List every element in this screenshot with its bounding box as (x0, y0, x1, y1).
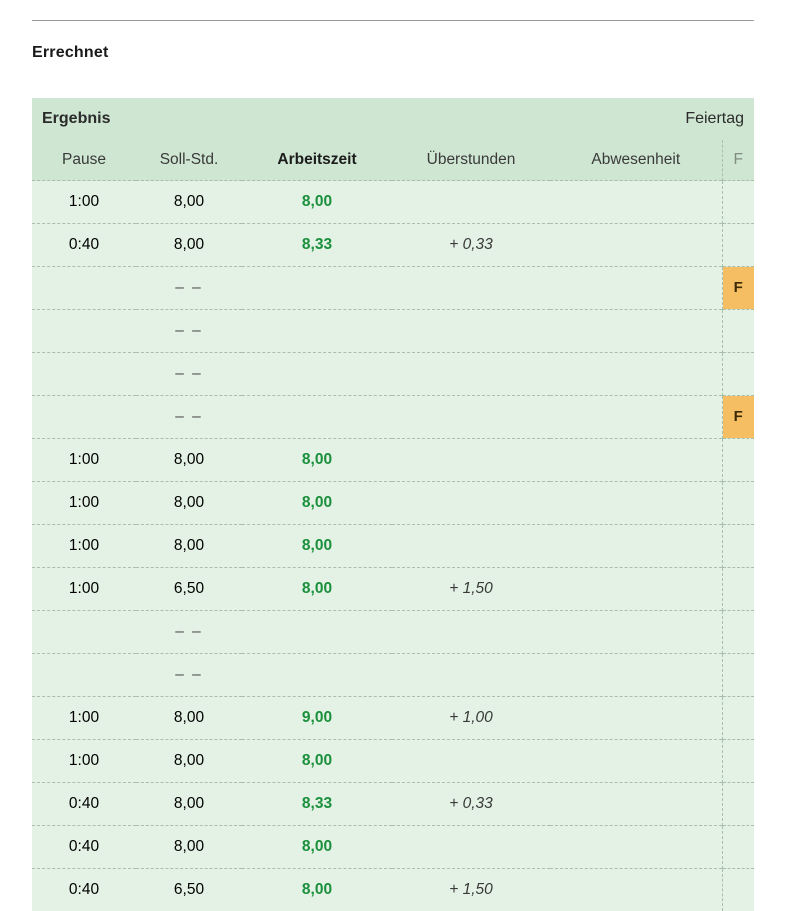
holiday-empty (723, 783, 755, 825)
cell-feiertag (722, 654, 754, 697)
table-row (32, 482, 754, 525)
table-row (32, 783, 754, 826)
cell-pause (32, 654, 136, 697)
table-row (32, 697, 754, 740)
cell-feiertag (722, 353, 754, 396)
table-row (32, 353, 754, 396)
cell-abwesenheit (550, 826, 722, 869)
holiday-empty (723, 826, 755, 868)
holiday-empty (723, 611, 755, 653)
cell-abwesenheit (550, 353, 722, 396)
cell-ueberstunden: + 1,50 (392, 568, 550, 611)
cell-abwesenheit (550, 783, 722, 826)
table-header-row (32, 140, 754, 181)
cell-feiertag (722, 482, 754, 525)
cell-ueberstunden (392, 525, 550, 568)
cell-pause (32, 353, 136, 396)
cell-abwesenheit (550, 611, 722, 654)
cell-soll: – – (136, 396, 242, 439)
page-title: Errechnet (32, 44, 109, 62)
cell-feiertag (722, 439, 754, 482)
cell-pause: 1:00 (32, 181, 136, 224)
cell-soll: 6,50 (136, 869, 242, 911)
cell-feiertag (722, 181, 754, 224)
table-row (32, 568, 754, 611)
table-row (32, 181, 754, 224)
cell-pause (32, 396, 136, 439)
cell-abwesenheit (550, 224, 722, 267)
cell-arbeitszeit: 8,00 (242, 568, 392, 611)
cell-ueberstunden: + 0,33 (392, 783, 550, 826)
cell-arbeitszeit: 8,00 (242, 869, 392, 911)
cell-arbeitszeit (242, 611, 392, 654)
cell-pause: 0:40 (32, 783, 136, 826)
holiday-empty (723, 740, 755, 782)
holiday-badge: F (723, 267, 755, 309)
cell-feiertag (722, 740, 754, 783)
cell-ueberstunden (392, 826, 550, 869)
cell-abwesenheit (550, 525, 722, 568)
cell-arbeitszeit: 8,00 (242, 740, 392, 783)
table-row (32, 224, 754, 267)
cell-arbeitszeit (242, 310, 392, 353)
table-row (32, 525, 754, 568)
cell-abwesenheit (550, 267, 722, 310)
holiday-empty (723, 310, 755, 352)
table-row (32, 654, 754, 697)
table-row (32, 310, 754, 353)
cell-soll: 8,00 (136, 697, 242, 740)
table-row (32, 396, 754, 439)
column-header-feiertag: F (722, 140, 754, 181)
cell-soll: 8,00 (136, 783, 242, 826)
cell-pause: 1:00 (32, 697, 136, 740)
cell-arbeitszeit: 9,00 (242, 697, 392, 740)
cell-ueberstunden (392, 439, 550, 482)
table-row (32, 740, 754, 783)
top-divider (32, 20, 754, 21)
cell-feiertag (722, 869, 754, 911)
cell-soll: – – (136, 310, 242, 353)
table-row (32, 869, 754, 911)
cell-feiertag (722, 267, 754, 310)
cell-ueberstunden: + 1,50 (392, 869, 550, 911)
cell-abwesenheit (550, 654, 722, 697)
cell-arbeitszeit (242, 353, 392, 396)
cell-feiertag (722, 396, 754, 439)
cell-abwesenheit (550, 568, 722, 611)
cell-abwesenheit (550, 439, 722, 482)
cell-arbeitszeit: 8,33 (242, 783, 392, 826)
cell-arbeitszeit (242, 267, 392, 310)
cell-soll: – – (136, 267, 242, 310)
holiday-badge: F (723, 396, 755, 438)
cell-feiertag (722, 783, 754, 826)
cell-abwesenheit (550, 482, 722, 525)
result-table-body (32, 98, 754, 911)
cell-pause: 1:00 (32, 525, 136, 568)
cell-abwesenheit (550, 869, 722, 911)
cell-ueberstunden: + 1,00 (392, 697, 550, 740)
cell-ueberstunden (392, 654, 550, 697)
cell-arbeitszeit: 8,00 (242, 826, 392, 869)
cell-pause (32, 310, 136, 353)
cell-feiertag (722, 611, 754, 654)
column-header-ueberstunden: Überstunden (392, 140, 550, 181)
cell-ueberstunden (392, 267, 550, 310)
cell-arbeitszeit: 8,00 (242, 181, 392, 224)
cell-ueberstunden: + 0,33 (392, 224, 550, 267)
holiday-empty (723, 482, 755, 524)
cell-soll: – – (136, 654, 242, 697)
cell-pause: 1:00 (32, 568, 136, 611)
cell-ueberstunden (392, 396, 550, 439)
band-holiday-label: Feiertag (392, 98, 754, 140)
cell-feiertag (722, 525, 754, 568)
cell-ueberstunden (392, 181, 550, 224)
cell-ueberstunden (392, 353, 550, 396)
holiday-empty (723, 568, 755, 610)
cell-ueberstunden (392, 740, 550, 783)
cell-arbeitszeit (242, 396, 392, 439)
cell-soll: 6,50 (136, 568, 242, 611)
cell-pause: 1:00 (32, 482, 136, 525)
cell-soll: 8,00 (136, 740, 242, 783)
result-table (32, 98, 754, 911)
column-header-pause: Pause (32, 140, 136, 181)
table-row (32, 826, 754, 869)
holiday-empty (723, 224, 755, 266)
column-header-soll: Soll-Std. (136, 140, 242, 181)
cell-ueberstunden (392, 482, 550, 525)
cell-pause: 0:40 (32, 869, 136, 911)
cell-soll: 8,00 (136, 482, 242, 525)
holiday-empty (723, 869, 755, 911)
column-header-abwesenheit: Abwesenheit (550, 140, 722, 181)
cell-abwesenheit (550, 310, 722, 353)
cell-abwesenheit (550, 181, 722, 224)
cell-feiertag (722, 826, 754, 869)
table-row (32, 267, 754, 310)
band-title: Ergebnis (32, 98, 392, 140)
holiday-empty (723, 439, 755, 481)
holiday-empty (723, 353, 755, 395)
cell-soll: 8,00 (136, 181, 242, 224)
table-row (32, 439, 754, 482)
cell-pause: 0:40 (32, 224, 136, 267)
cell-soll: 8,00 (136, 826, 242, 869)
cell-arbeitszeit (242, 654, 392, 697)
result-table-container (32, 98, 754, 870)
cell-arbeitszeit: 8,00 (242, 525, 392, 568)
cell-soll: 8,00 (136, 525, 242, 568)
table-band-row (32, 98, 754, 140)
cell-abwesenheit (550, 697, 722, 740)
holiday-empty (723, 181, 755, 223)
cell-pause (32, 611, 136, 654)
cell-feiertag (722, 697, 754, 740)
cell-soll: 8,00 (136, 224, 242, 267)
cell-abwesenheit (550, 740, 722, 783)
cell-arbeitszeit: 8,00 (242, 482, 392, 525)
column-header-arbeitszeit: Arbeitszeit (242, 140, 392, 181)
cell-arbeitszeit: 8,33 (242, 224, 392, 267)
cell-pause: 1:00 (32, 439, 136, 482)
cell-feiertag (722, 310, 754, 353)
table-row (32, 611, 754, 654)
cell-ueberstunden (392, 611, 550, 654)
cell-pause (32, 267, 136, 310)
cell-abwesenheit (550, 396, 722, 439)
cell-soll: – – (136, 353, 242, 396)
cell-soll: 8,00 (136, 439, 242, 482)
holiday-empty (723, 697, 755, 739)
cell-pause: 0:40 (32, 826, 136, 869)
holiday-empty (723, 654, 755, 696)
cell-ueberstunden (392, 310, 550, 353)
cell-feiertag (722, 224, 754, 267)
cell-arbeitszeit: 8,00 (242, 439, 392, 482)
cell-soll: – – (136, 611, 242, 654)
cell-pause: 1:00 (32, 740, 136, 783)
holiday-empty (723, 525, 755, 567)
cell-feiertag (722, 568, 754, 611)
